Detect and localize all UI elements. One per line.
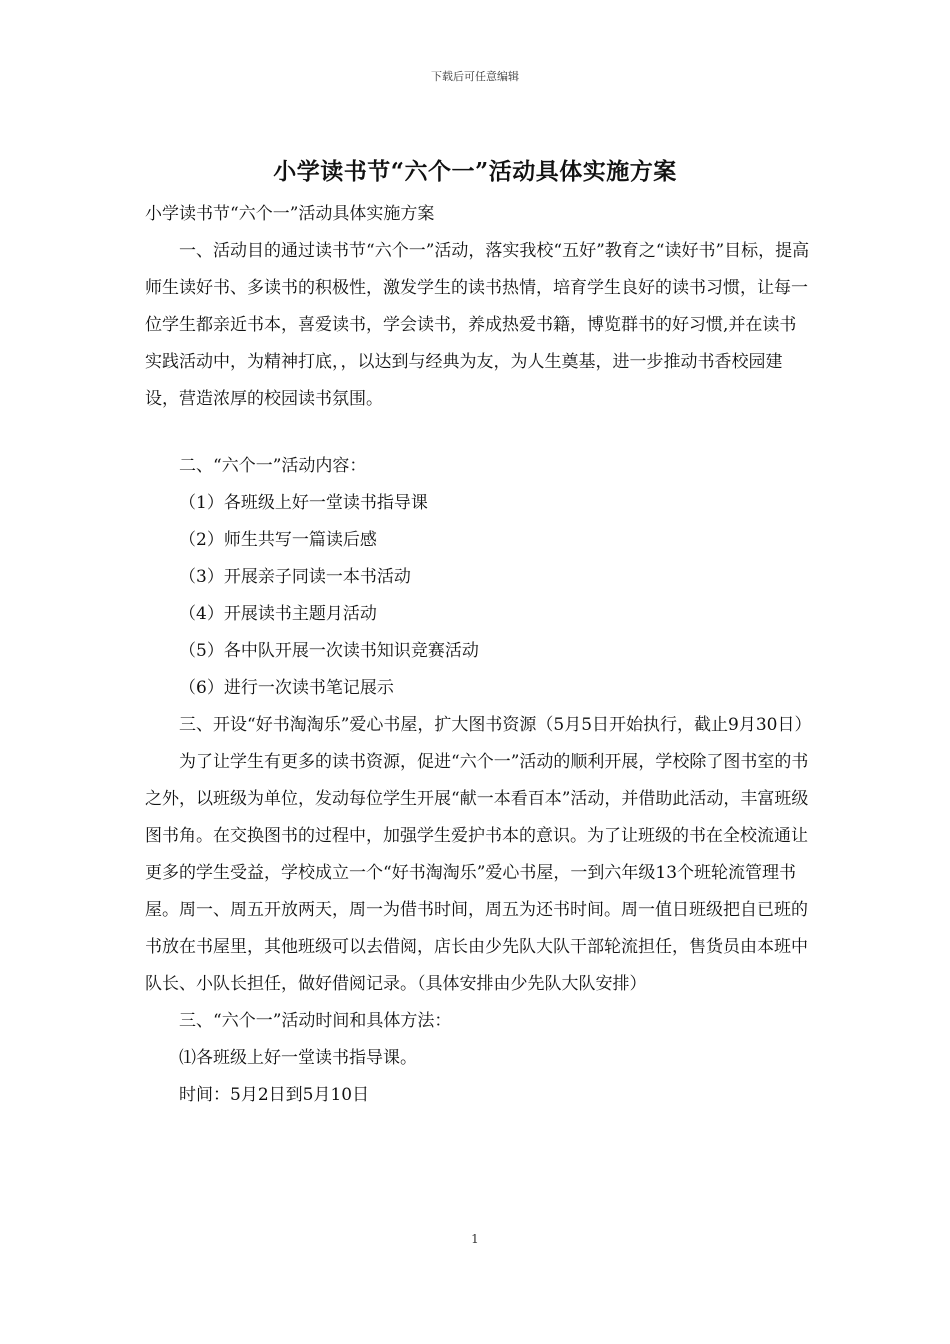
list-item: （3）开展亲子同读一本书活动 [179,567,411,587]
section-4-heading: 三、“六个一”活动时间和具体方法： [179,1011,452,1031]
list-item: （6）进行一次读书笔记展示 [179,678,394,698]
list-item: （5）各中队开展一次读书知识竞赛活动 [179,641,479,661]
section-3-paragraph: 为了让学生有更多的读书资源，促进“六个一”活动的顺利开展，学校除了图书室的书之外，以班级为单位，发动每位学生开展“献一本看百本”活动，并借助此活动，丰富班级图书角。在交换图书的过程中，加强学生爱护书本的意识。为了让班级的书在全校流通让更多的学生受益，学校成立一个“好书淘淘乐”爱心书屋，一到六年级13个班轮流管理书屋。周一、周五开放两天，周一为借书时间，周五为还书时间。周一值日班级把自已班的书放在书屋里，其他班级可以去借阅，店长由少先队大队干部轮流担任，售货员由本班中队长、小队长担任，做好借阅记录。（具体安排由少先队大队安排） [145,752,809,994]
document-title: 小学读书节“六个一”活动具体实施方案 [273,158,677,185]
section-4-item: ⑴各班级上好一堂读书指导课。 [179,1048,417,1068]
page-number: 1 [471,1232,479,1246]
list-item: （1）各班级上好一堂读书指导课 [179,493,428,513]
section-1-paragraph: 一、活动目的通过读书节“六个一”活动，落实我校“五好”教育之“读好书”目标，提高师生读好书、多读书的积极性，激发学生的读书热情，培育学生良好的读书习惯，让每一位学生都亲近书本，喜爱读书，学会读书，养成热爱书籍，博览群书的好习惯,并在读书实践活动中，为精神打底，，以达到与经典为友，为人生奠基，进一步推动书香校园建设，营造浓厚的校园读书氛围。 [145,241,810,409]
section-4-time: 时间：5月2日到5月10日 [179,1085,370,1105]
document-subtitle: 小学读书节“六个一”活动具体实施方案 [145,204,435,224]
list-item: （4）开展读书主题月活动 [179,604,377,624]
section-2-heading: 二、“六个一”活动内容： [179,456,367,476]
list-item: （2）师生共写一篇读后感 [179,530,377,550]
page-header: 下载后可任意编辑 [431,70,519,83]
document-body [145,233,813,1114]
section-3-heading: 三、开设“好书淘淘乐”爱心书屋，扩大图书资源（5月5日开始执行，截止9月30日） [179,715,812,735]
